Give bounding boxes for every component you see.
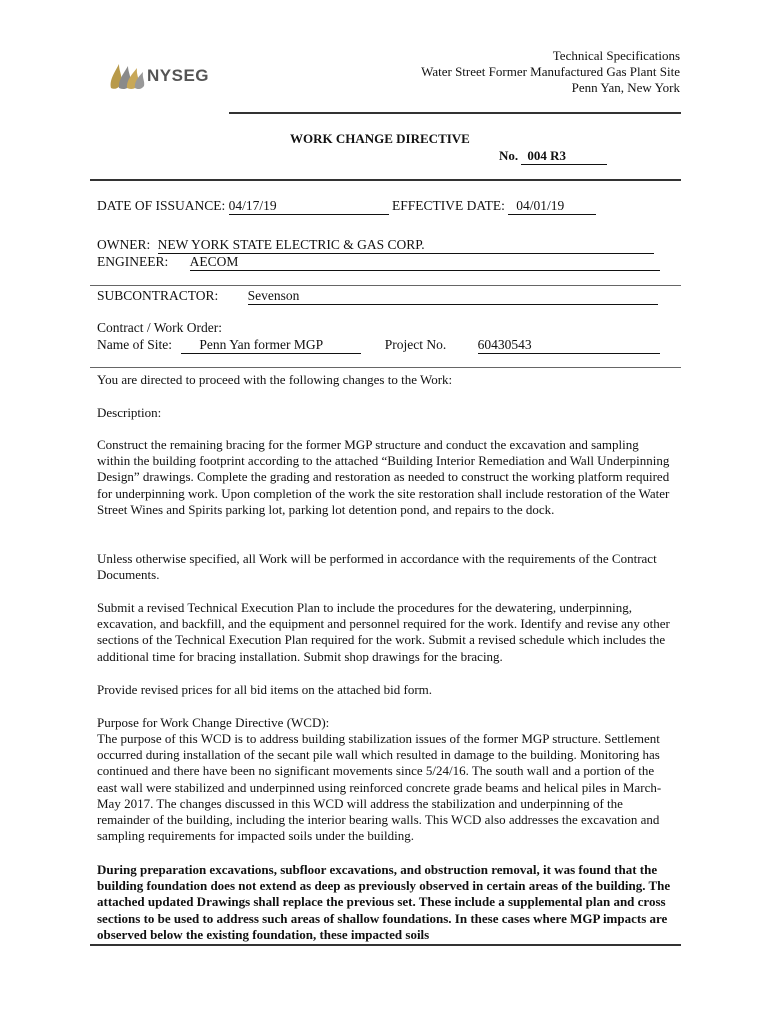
description-paragraph-3: Submit a revised Technical Execution Plan to include the procedures for the dewatering, underpinning, excavation, and backfill, and the equipment and personnel required for the work. Identify and revise any other sections of the Technical Execution Plan required for the work. Submit a revised schedule which includes the additional time for bracing installation. Submit shop drawings for the bracing.: [97, 600, 670, 664]
description-paragraph-4: Provide revised prices for all bid items on the attached bid form.: [97, 682, 433, 697]
effective-label: EFFECTIVE DATE:: [392, 198, 505, 213]
header-line-3: Penn Yan, New York: [571, 80, 680, 95]
directive-title: WORK CHANGE DIRECTIVE: [290, 131, 470, 146]
description-paragraph-1: Construct the remaining bracing for the former MGP structure and conduct the excavation and sampling within the building footprint according to the attached “Building Interior Remediation and Wall Underpinning Design” drawings. Complete the grading and restoration as needed to construct the working platform required for underpinning work. Upon completion of the work the site restoration shall include restoration of the Water Street Wines and Spirits parking lot, parking lot detention pond, and repairs to the dock.: [97, 437, 670, 517]
directive-number-value: 004 R3: [521, 148, 607, 165]
effective-value: 04/01/19: [508, 198, 596, 215]
project-value: 60430543: [478, 337, 660, 354]
owner-label: OWNER:: [97, 237, 151, 252]
project-label: Project No.: [384, 337, 447, 352]
header-line-1: Technical Specifications: [552, 48, 680, 63]
description-label: Description:: [97, 405, 162, 420]
divider-1: [90, 285, 681, 286]
subcontractor-label: SUBCONTRACTOR:: [97, 288, 219, 303]
purpose-label: Purpose for Work Change Directive (WCD):: [97, 715, 330, 730]
directive-number: [499, 148, 607, 165]
contract-order-label: Contract / Work Order:: [97, 320, 223, 335]
engineer-row: [97, 254, 660, 271]
issuance-label: DATE OF ISSUANCE:: [97, 198, 226, 213]
document-header: [421, 48, 680, 96]
subcontractor-row: [97, 288, 658, 305]
header-rule: [229, 112, 681, 114]
header-line-2: Water Street Former Manufactured Gas Plant Site: [421, 64, 680, 79]
divider-2: [90, 367, 681, 368]
directive-number-label: No.: [499, 148, 519, 163]
dates-row: [97, 198, 596, 215]
subcontractor-value: Sevenson: [248, 288, 658, 305]
site-value: Penn Yan former MGP: [181, 337, 361, 354]
nyseg-logo: [107, 58, 210, 94]
issuance-value: 04/17/19: [229, 198, 389, 215]
title-rule: [90, 179, 681, 181]
description-paragraph-2: Unless otherwise specified, all Work will be performed in accordance with the requirements of the Contract Documents.: [97, 551, 657, 583]
owner-row: [97, 237, 654, 254]
flame-logo-icon: [107, 58, 147, 94]
purpose-paragraph: The purpose of this WCD is to address building stabilization issues of the former MGP structure. Settlement occurred during installation of the secant pile wall which resulted in damage to the building. Monitoring has continued and there have been no significant movements since 5/24/16. The south wall and a portion of the east wall were stabilized and underpinned using reinforced concrete grade beams and helical piles in March-May 2017. The changes discussed in this WCD will address the stabilization and underpinning of the remainder of the building, including the interior bearing walls. This WCD also addresses the excavation and sampling requirements for impacted soils under the building.: [97, 731, 662, 844]
engineer-label: ENGINEER:: [97, 254, 169, 269]
engineer-value: AECOM: [190, 254, 660, 271]
site-label: Name of Site:: [97, 337, 172, 352]
logo-text: NYSEG: [147, 66, 210, 85]
directed-text: You are directed to proceed with the following changes to the Work:: [97, 372, 453, 387]
site-row: [97, 337, 660, 354]
owner-value: NEW YORK STATE ELECTRIC & GAS CORP.: [158, 237, 654, 254]
footer-rule: [90, 944, 681, 946]
preparation-paragraph: During preparation excavations, subfloor excavations, and obstruction removal, it was found that the building foundation does not extend as deep as previously observed in certain areas of the building. The attached updated Drawings shall replace the previous set. These include a supplemental plan and cross sections to be used to address such areas of shallow foundations. In these cases where MGP impacts are observed below the existing foundation, these impacted soils: [97, 862, 671, 942]
